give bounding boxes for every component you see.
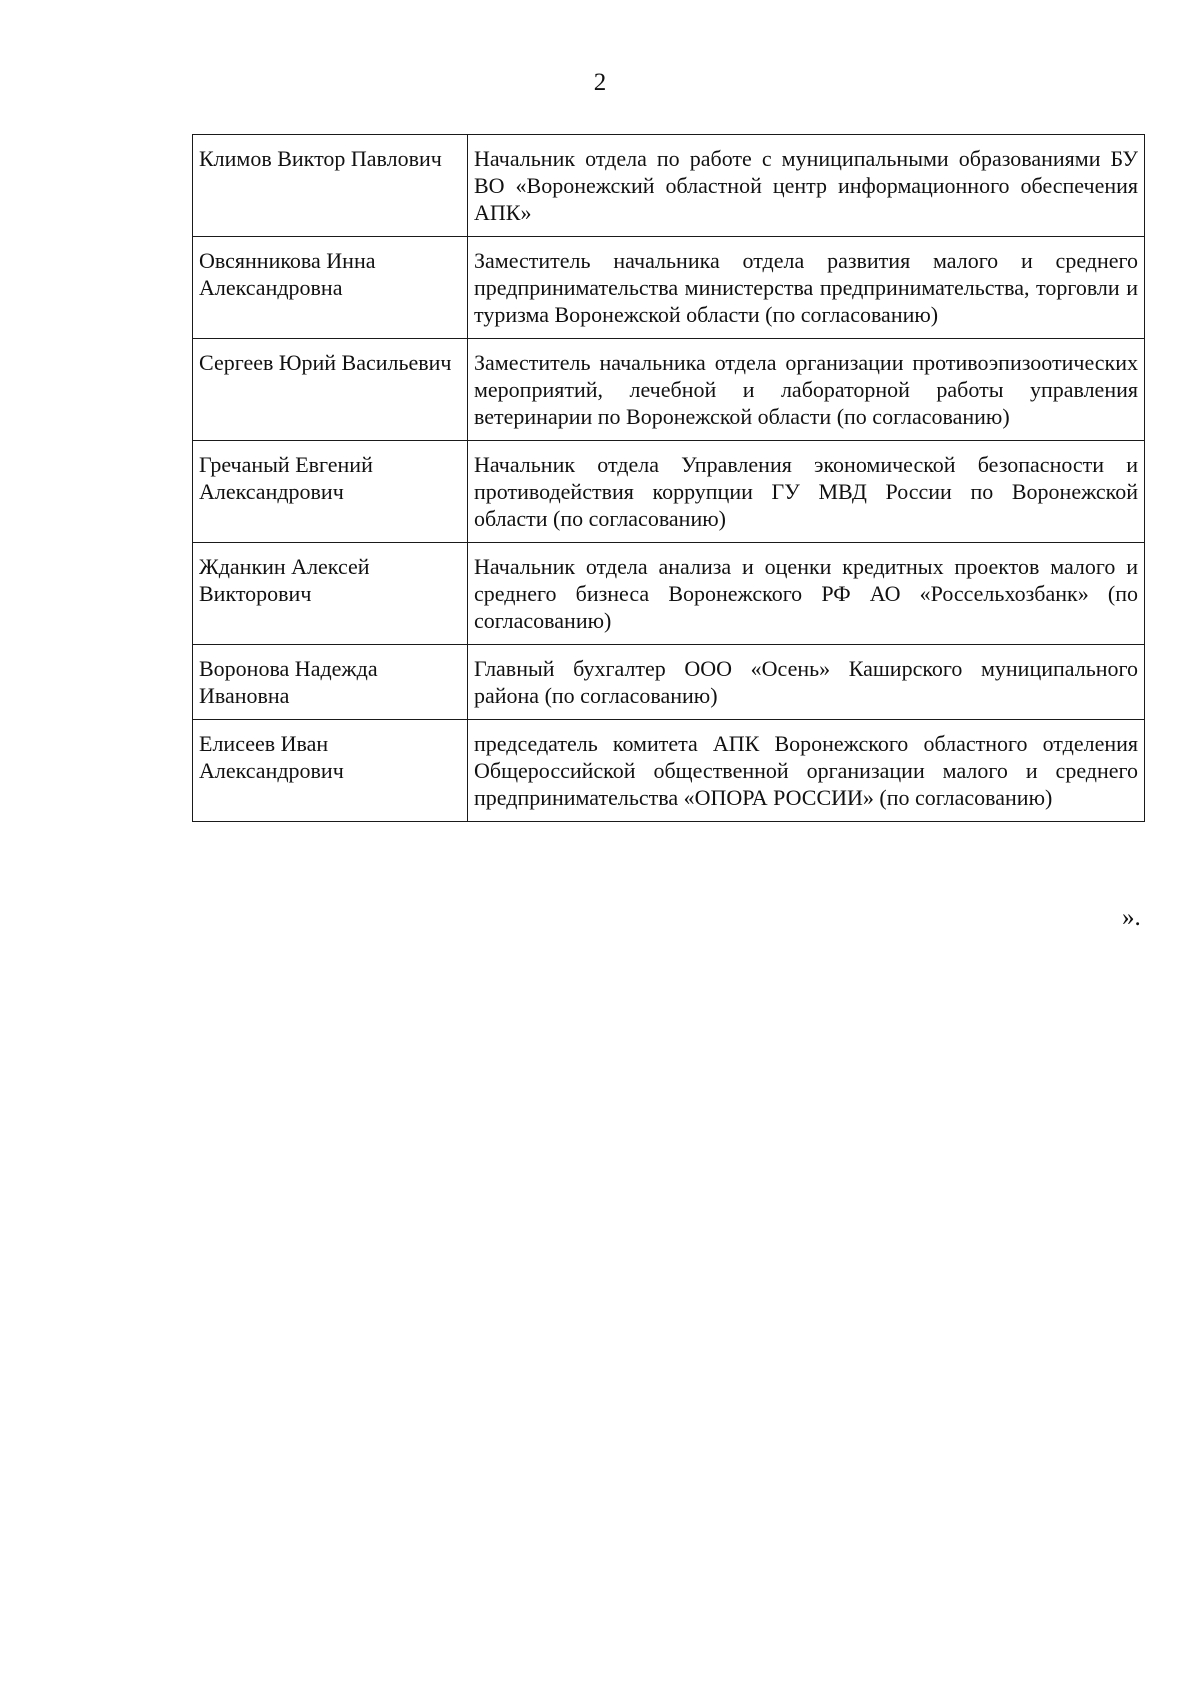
member-name: Воронова Надежда Ивановна [193,645,468,720]
table-row [193,441,1145,543]
member-name: Жданкин Алексей Викторович [193,543,468,645]
table-row [193,720,1145,822]
member-position: Начальник отдела по работе с муниципальными образованиями БУ ВО «Воронежский областной центр информационного обеспечения АПК» [468,135,1145,237]
member-name: Овсянникова Инна Александровна [193,237,468,339]
table-row [193,237,1145,339]
table-row [193,645,1145,720]
members-table [192,134,1145,822]
table-row [193,339,1145,441]
page-number: 2 [593,69,607,96]
member-name: Климов Виктор Павлович [193,135,468,237]
member-position: Заместитель начальника отдела организации противоэпизоотических мероприятий, лечебной и лабораторной работы управления ветеринарии по Воронежской области (по согласованию) [468,339,1145,441]
member-position: Начальник отдела Управления экономической безопасности и противодействия коррупции ГУ МВД России по Воронежской области (по согласованию) [468,441,1145,543]
member-name: Гречаный Евгений Александрович [193,441,468,543]
table-row [193,135,1145,237]
member-name: Сергеев Юрий Васильевич [193,339,468,441]
member-position: Главный бухгалтер ООО «Осень» Каширского муниципального района (по согласованию) [468,645,1145,720]
member-position: Начальник отдела анализа и оценки кредитных проектов малого и среднего бизнеса Воронежского РФ АО «Россельхозбанк» (по согласованию) [468,543,1145,645]
member-position: Заместитель начальника отдела развития малого и среднего предпринимательства министерства предпринимательства, торговли и туризма Воронежской области (по согласованию) [468,237,1145,339]
table-row [193,543,1145,645]
closing-quote: ». [1122,904,1141,931]
member-name: Елисеев Иван Александрович [193,720,468,822]
member-position: председатель комитета АПК Воронежского областного отделения Общероссийской общественной организации малого и среднего предпринимательства «ОПОРА РОССИИ» (по согласованию) [468,720,1145,822]
